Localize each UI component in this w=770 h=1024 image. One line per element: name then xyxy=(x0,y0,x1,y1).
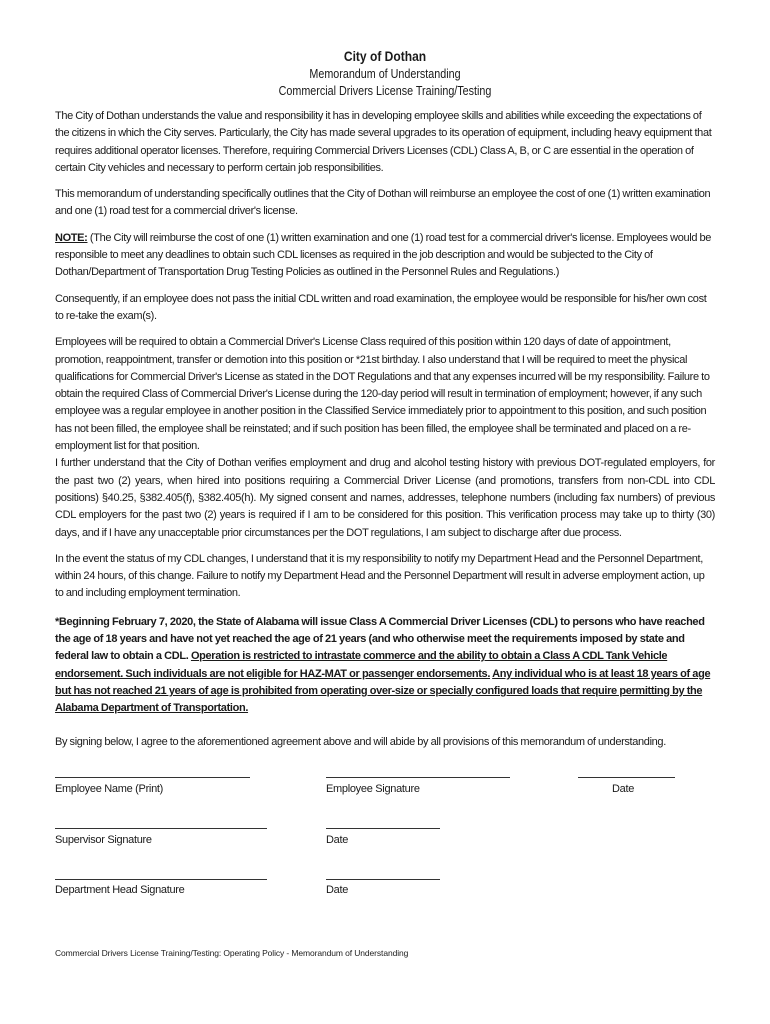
agreement-paragraph: By signing below, I agree to the aforementioned agreement above and will abide by all provisions of this memorandum of understanding. xyxy=(55,735,666,748)
retake-paragraph: Consequently, if an employee does not pass the initial CDL written and road examination, the employee would be responsible for his/her own cost to re-take the exam(s). xyxy=(55,292,707,322)
verification-paragraph: I further understand that the City of Dothan verifies employment and drug and alcohol testing history with previous DOT-regulated employers, for the past two (2) years, when hired into positions requiring a Commercial Driver License (and promotions, transfers from non-CDL into CDL positions) §40.25, §382.405(f), §382.405(h). My signed consent and names, addresses, telephone numbers (including fax numbers) of previous CDL employers for the past two (2) years is required if I am to be considered for this position. This verification process may take up to thirty (30) days, and if I have any unacceptable prior circumstances per the DOT regulations, I am subject to discharge after due process. xyxy=(55,457,715,539)
date3-line[interactable] xyxy=(326,879,440,880)
employee-signature-label: Employee Signature xyxy=(326,783,420,795)
alabama-notice-paragraph xyxy=(55,614,715,718)
date2-line[interactable] xyxy=(326,828,440,829)
date3-label: Date xyxy=(326,884,349,896)
document-body xyxy=(55,48,715,760)
memo-subtitle: Memorandum of Understanding xyxy=(309,67,461,81)
requirements-paragraph: Employees will be required to obtain a Commercial Driver's License Class required of this position within 120 days of date of appointment, promotion, reappointment, transfer or demotion into this position or *21st birthday. I also understand that I will be required to meet the physical qualifications for Commercial Driver's License as stated in the DOT Regulations and that any expenses incurred will be my responsibility. Failure to obtain the required Class of Commercial Driver's License during the 120-day period will result in termination of employment; however, if any such employee was a regular employee in another position in the Classified Service immediately prior to appointment to this position, and such position has not been filled, the employee shall be reinstated; and if such position has been filled, the employee shall be terminated and placed on a re-employment list for that position. xyxy=(55,336,710,453)
alabama-notice-intro: *Beginning February 7, 2020, the State of Alabama will issue Class A Commercial Driver Licenses (CDL) to persons who have reached the age of 18 years and have not yet reached the age of 21 years (and who otherwise meet the requirements imposed by state and federal law to obtain a CDL. xyxy=(55,615,705,663)
department-head-signature-line[interactable] xyxy=(55,879,267,880)
page-footer: Commercial Drivers License Training/Testing: Operating Policy - Memorandum of Understanding xyxy=(55,948,409,958)
memo-topic: Commercial Drivers License Training/Testing xyxy=(278,84,492,98)
employee-name-line[interactable] xyxy=(55,777,250,778)
intro-paragraph: The City of Dothan understands the value and responsibility it has in developing employee skills and abilities while exceeding the expectations of the citizens in which the City serves. Particularly, the City has made several upgrades to its operation of equipment, including heavy equipment that requires additional operator licenses. Therefore, requiring Commercial Drivers Licenses (CDL) Class A, B, or C are essential in the operation of certain City vehicles and necessary to perform certain job responsibilities. xyxy=(55,110,712,174)
page-title: City of Dothan xyxy=(343,48,427,64)
note-text: (The City will reimburse the cost of one (1) written examination and one (1) road test for a commercial driver's license. Employees would be responsible to meet any deadlines to obtain such CDL licenses as required in the job description and would be subjected to the City of Dothan/Department of Transportation Drug Testing Policies as outlined in the Personnel Rules and Regulations.) xyxy=(55,231,712,279)
employee-signature-line[interactable] xyxy=(326,777,510,778)
intrastate-restriction: Operation is restricted to intrastate commerce and the ability to obtain a Class A CDL Tank Vehicle endorsement. Such individuals are not eligible for HAZ-MAT or passenger endorsements. xyxy=(55,650,668,680)
note-paragraph xyxy=(55,230,715,282)
oversize-prohibition: Any individual who is at least 18 years of age but has not reached 21 years of age is prohibited from operating over-size or specially configured loads that require permitting by the Alabama Department of Transportation. xyxy=(55,667,711,715)
reimbursement-paragraph: This memorandum of understanding specifically outlines that the City of Dothan will reimburse an employee the cost of one (1) written examination and one (1) road test for a commercial driver's license. xyxy=(55,188,711,218)
date1-line[interactable] xyxy=(578,777,675,778)
date1-label: Date xyxy=(612,783,635,795)
supervisor-signature-line[interactable] xyxy=(55,828,267,829)
date2-label: Date xyxy=(326,834,349,846)
department-head-signature-label: Department Head Signature xyxy=(55,884,185,896)
supervisor-signature-label: Supervisor Signature xyxy=(55,834,152,846)
status-change-paragraph: In the event the status of my CDL changes, I understand that it is my responsibility to notify my Department Head and the Personnel Department, within 24 hours, of this change. Failure to notify my Department Head and the Personnel Department will result in adverse employment action, up to and including employment termination. xyxy=(55,552,705,600)
employee-name-label: Employee Name (Print) xyxy=(55,783,164,795)
note-label: NOTE: xyxy=(55,231,88,244)
